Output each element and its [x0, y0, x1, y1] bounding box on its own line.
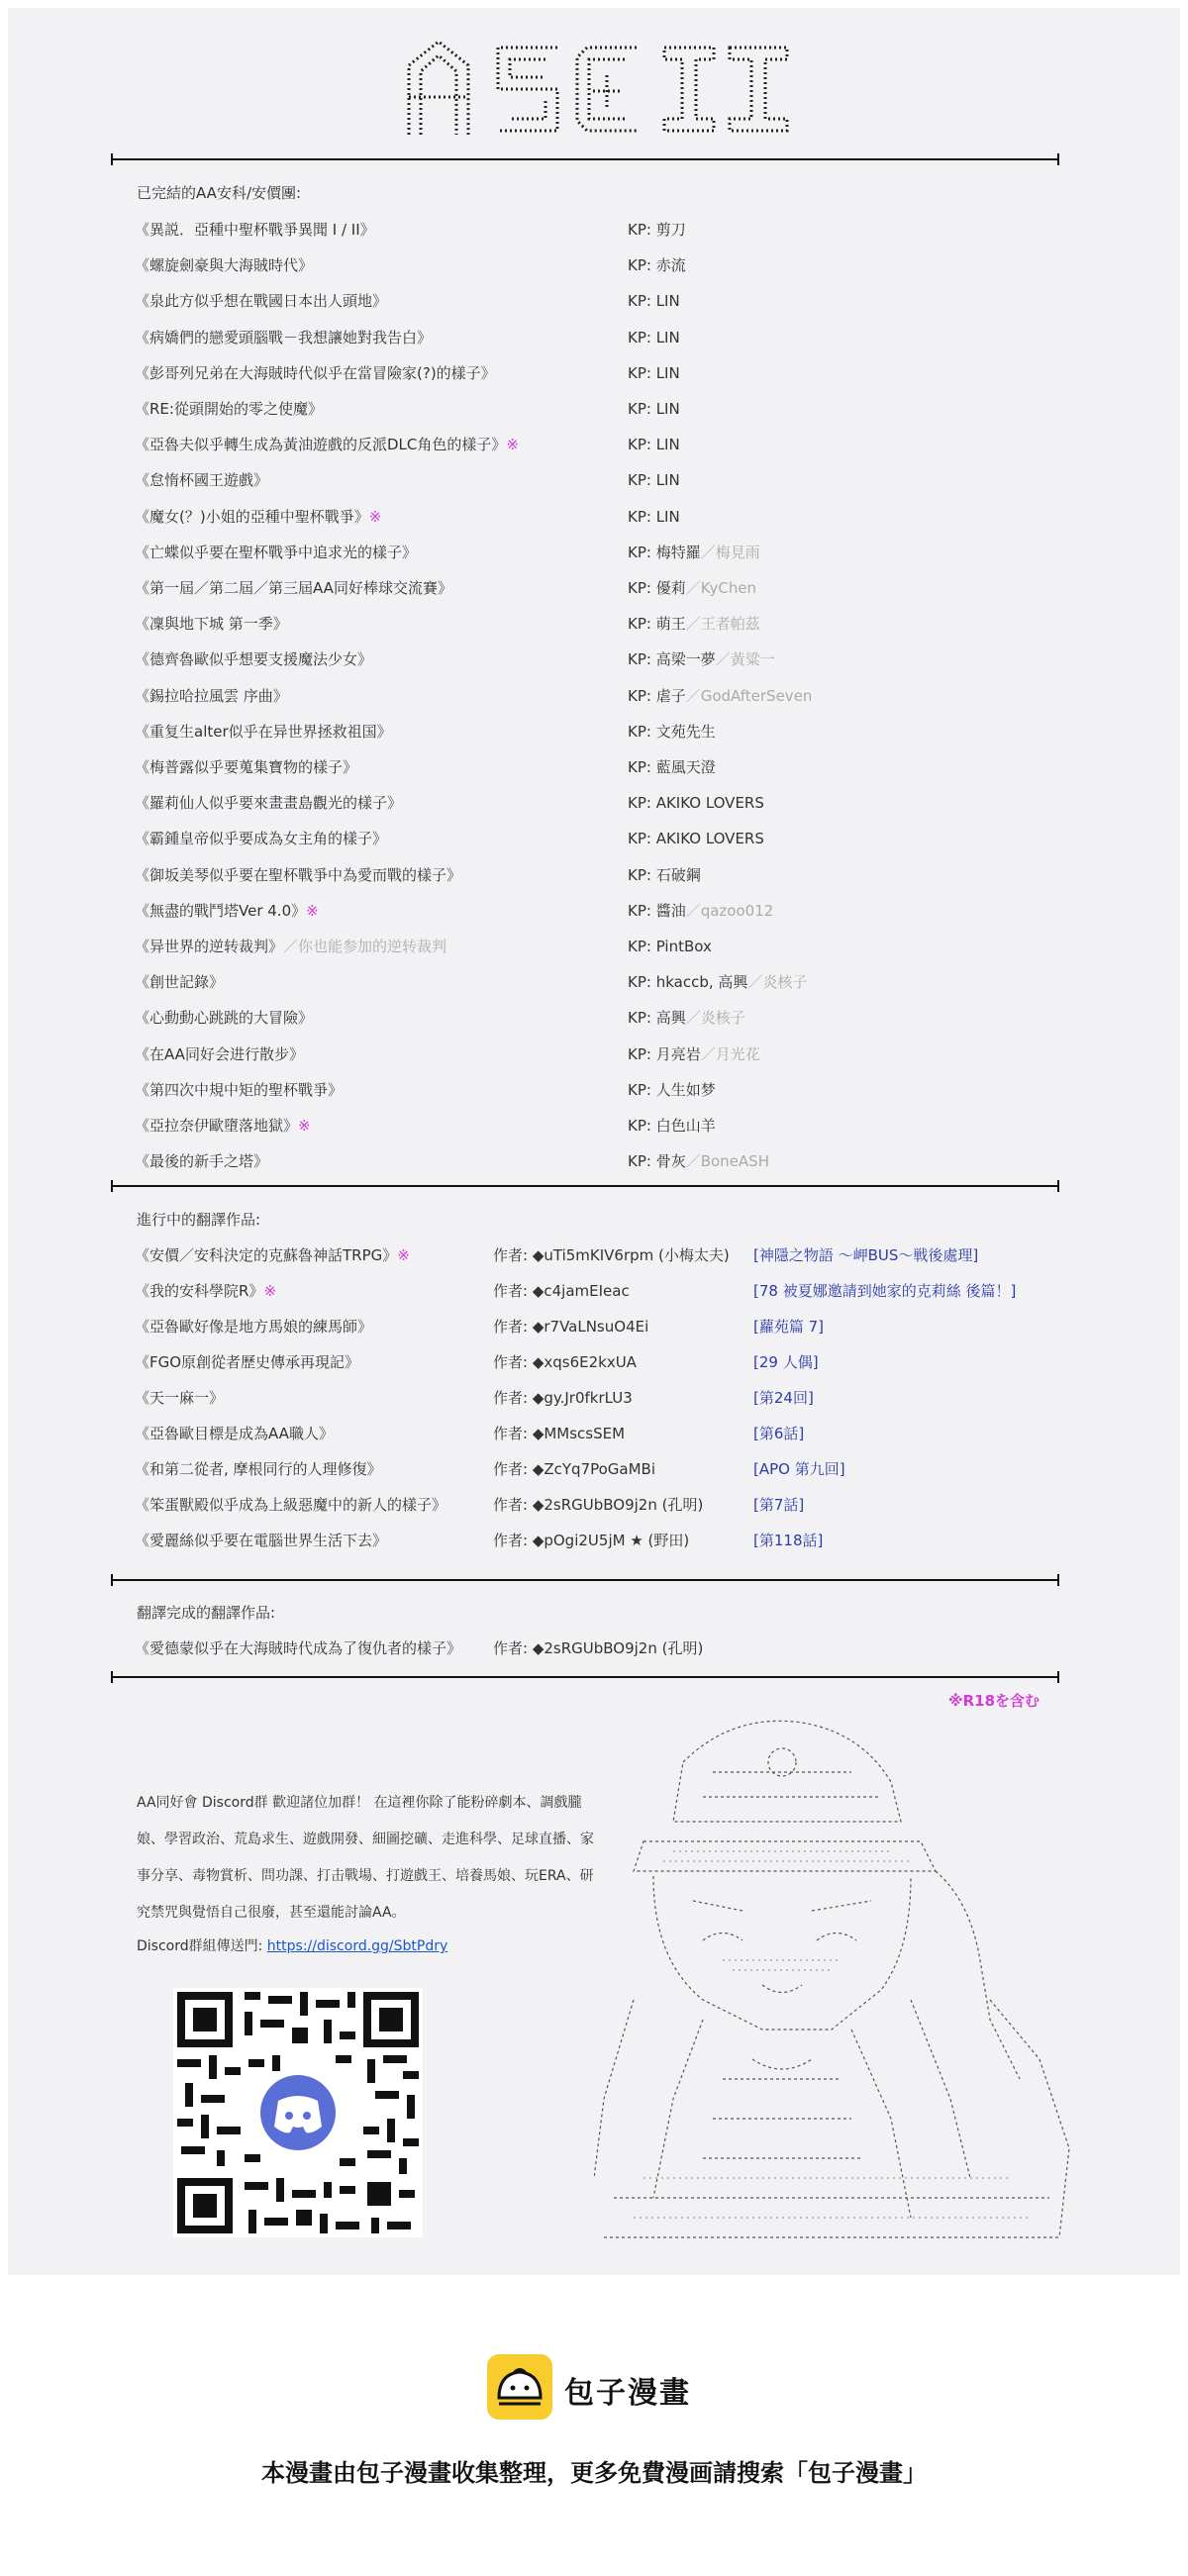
latest-chapter[interactable]: [蘿苑篇 7] [753, 1318, 825, 1336]
kp-name: KP: 月亮岩 [628, 1045, 701, 1063]
author-credit: 作者: ◆pOgi2U5jM ★ (野田) [493, 1532, 690, 1549]
ongoing-item[interactable] [135, 1454, 1085, 1484]
completed-item[interactable] [135, 644, 1085, 674]
kp-alias: ／炎核子 [747, 973, 808, 991]
work-title [135, 215, 375, 245]
work-title [135, 1347, 359, 1377]
kp-name: KP: LIN [628, 436, 680, 453]
work-title [135, 1075, 343, 1105]
work-title-text: 《愛麗絲似乎要在電腦世界生活下去》 [135, 1532, 388, 1549]
work-title-text: 《怠惰杯國王遊戲》 [135, 471, 269, 489]
work-title [135, 1312, 372, 1341]
author-credit: 作者: ◆xqs6E2kxUA [493, 1353, 637, 1371]
r18-mark: ※ [397, 1246, 410, 1264]
work-title-text: 《御坂美琴似乎要在聖杯戰爭中為愛而戰的樣子》 [135, 866, 462, 884]
work-title-text: 《第四次中規中矩的聖杯戰爭》 [135, 1081, 344, 1099]
latest-chapter[interactable]: [78 被夏娜邀請到她家的克莉絲 後篇！] [753, 1282, 1017, 1300]
work-title [135, 824, 387, 853]
latest-chapter[interactable]: [第24回] [753, 1389, 814, 1407]
work-title-text: 《异世界的逆转裁判》 [135, 938, 284, 955]
ongoing-item[interactable] [135, 1490, 1085, 1520]
ongoing-item[interactable] [135, 1240, 1085, 1270]
ongoing-item[interactable] [135, 1312, 1085, 1341]
completed-item[interactable] [135, 358, 1085, 388]
ongoing-item[interactable] [135, 1419, 1085, 1448]
kp-credit [628, 967, 807, 997]
finished-heading: 翻譯完成的翻譯作品: [137, 1604, 276, 1622]
work-title [135, 430, 519, 459]
kp-name: KP: 石破鋼 [628, 866, 701, 884]
kp-credit [628, 717, 716, 746]
kp-credit [628, 788, 764, 818]
kp-credit [628, 824, 764, 853]
kp-name: KP: 骨灰 [628, 1152, 686, 1170]
kp-name: KP: AKIKO LOVERS [628, 794, 764, 812]
kp-credit [628, 860, 701, 890]
ongoing-item[interactable] [135, 1526, 1085, 1555]
divider-bottom [111, 1676, 1059, 1678]
work-title [135, 286, 387, 316]
completed-item[interactable] [135, 824, 1085, 853]
work-title [135, 860, 461, 890]
baozi-logo-icon [485, 2352, 554, 2422]
author-credit: 作者: ◆2sRGUbBO9j2n (孔明) [493, 1639, 704, 1657]
kp-name: KP: 剪刀 [628, 221, 686, 239]
work-title [135, 896, 319, 926]
work-title-text: 《在AA同好会进行散步》 [135, 1045, 304, 1063]
kp-alias: ／王者帕茲 [685, 615, 760, 633]
kp-credit [628, 215, 686, 245]
kp-name: KP: 赤流 [628, 256, 686, 274]
work-title [135, 1003, 313, 1033]
kp-credit [628, 752, 716, 782]
r18-mark: ※ [306, 902, 319, 920]
work-title-text: 《心動動心跳跳的大冒險》 [135, 1009, 314, 1027]
completed-item[interactable] [135, 1111, 1085, 1140]
kp-name: KP: AKIKO LOVERS [628, 830, 764, 847]
completed-item[interactable] [135, 752, 1085, 782]
kp-credit [628, 1075, 716, 1105]
kp-credit [628, 681, 812, 711]
work-title-text: 《天一麻一》 [135, 1389, 225, 1407]
footer-notice: 本漫畫由包子漫畫收集整理，更多免費漫画請搜索「包子漫畫」 [261, 2459, 927, 2487]
work-title [135, 394, 323, 424]
kp-credit [628, 644, 775, 674]
kp-credit [628, 430, 680, 459]
work-title-text: 《螺旋劍豪與大海賊時代》 [135, 256, 314, 274]
completed-item[interactable] [135, 430, 1085, 459]
work-title [135, 932, 446, 961]
work-title-text: 《和第二從者, 摩根同行的人理修復》 [135, 1460, 382, 1478]
author-credit: 作者: ◆2sRGUbBO9j2n (孔明) [493, 1496, 704, 1514]
work-title-text: 《無盡的戰鬥塔Ver 4.0》 [135, 902, 307, 920]
latest-chapter[interactable]: [APO 第九回] [753, 1460, 845, 1478]
author-credit: 作者: ◆r7VaLNsuO4Ei [493, 1318, 649, 1336]
work-title-text: 《第一屆／第二屆／第三屆AA同好棒球交流賽》 [135, 579, 452, 597]
completed-item[interactable] [135, 896, 1085, 926]
work-title [135, 250, 313, 280]
latest-chapter[interactable]: [第118話] [753, 1532, 824, 1549]
r18-mark: ※ [368, 508, 382, 526]
work-title-text: 《梅普露似乎要蒐集寶物的樣子》 [135, 758, 358, 776]
work-title: 《愛德蒙似乎在大海賊時代成為了復仇者的樣子》 [135, 1639, 462, 1657]
work-title-alt: ／你也能参加的逆转裁判 [283, 938, 447, 955]
completed-item[interactable] [135, 1075, 1085, 1105]
completed-item[interactable] [135, 286, 1085, 316]
work-title-text: 《泉此方似乎想在戰國日本出人頭地》 [135, 292, 388, 310]
ascii-title-art [399, 36, 795, 139]
work-title-text: 《亞魯夫似乎轉生成為黃油遊戲的反派DLC角色的樣子》 [135, 436, 507, 453]
finished-item[interactable] [135, 1634, 1085, 1663]
kp-name: KP: 高梁一夢 [628, 650, 716, 668]
work-title [135, 967, 224, 997]
work-title [135, 1240, 410, 1270]
r18-mark: ※ [298, 1117, 311, 1135]
kp-name: KP: 梅特羅 [628, 544, 701, 561]
work-title [135, 1490, 446, 1520]
kp-credit [628, 1040, 760, 1069]
kp-credit [628, 323, 680, 352]
kp-name: KP: hkaccb, 高興 [628, 973, 748, 991]
kp-name: KP: 優莉 [628, 579, 686, 597]
discord-link[interactable]: https://discord.gg/SbtPdry [266, 1938, 448, 1954]
work-title-text: 《FGO原創從者歷史傳承再現記》 [135, 1353, 360, 1371]
completed-item[interactable] [135, 1003, 1085, 1033]
work-title-text: 《重复生alter似乎在异世界拯救祖国》 [135, 723, 392, 741]
work-title-text: 《霸鍾皇帝似乎要成為女主角的樣子》 [135, 830, 388, 847]
kp-credit [628, 1146, 769, 1176]
kp-name: KP: 人生如梦 [628, 1081, 716, 1099]
baozi-brand[interactable] [485, 2352, 709, 2424]
work-title [135, 644, 372, 674]
r18-note: ※R18を含む [948, 1692, 1040, 1710]
ongoing-item[interactable] [135, 1276, 1085, 1306]
work-title-text: 《魔女(？)小姐的亞種中聖杯戰爭》 [135, 508, 369, 526]
work-title-text: 《笨蛋獸殿似乎成為上級惡魔中的新人的樣子》 [135, 1496, 447, 1514]
latest-chapter[interactable]: [神隱之物語 ～岬BUS～戦後處理] [753, 1246, 979, 1264]
work-title-text: 《亞拉奈伊歐墮落地獄》 [135, 1117, 299, 1135]
work-title [135, 1526, 387, 1555]
work-title [135, 609, 288, 639]
kp-credit [628, 1111, 716, 1140]
baozi-brand-name: 包子漫畫 [564, 2376, 691, 2411]
divider-ongoing [111, 1185, 1059, 1187]
kp-name: KP: LIN [628, 400, 680, 418]
work-title-text: 《異説．亞種中聖杯戰爭異聞 I / II》 [135, 221, 375, 239]
divider-top [111, 158, 1059, 160]
r18-mark: ※ [263, 1282, 277, 1300]
work-title-text: 《最後的新手之塔》 [135, 1152, 269, 1170]
ongoing-item[interactable] [135, 1347, 1085, 1377]
completed-item[interactable] [135, 215, 1085, 245]
work-title-text: 《病嬌們的戀愛頭腦戰－我想讓她對我告白》 [135, 329, 433, 347]
work-title [135, 681, 288, 711]
kp-credit [628, 358, 680, 388]
latest-chapter[interactable]: [29 人偶] [753, 1353, 819, 1371]
kp-name: KP: 白色山羊 [628, 1117, 716, 1135]
work-title-text: 《德齊魯歐似乎想要支援魔法少女》 [135, 650, 373, 668]
ongoing-item[interactable] [135, 1383, 1085, 1413]
kp-name: KP: 文苑先生 [628, 723, 716, 741]
kp-alias: ／qazoo012 [685, 902, 774, 920]
kp-name: KP: 醬油 [628, 902, 686, 920]
work-title [135, 502, 381, 532]
author-credit: 作者: ◆MMscsSEM [493, 1425, 626, 1442]
author-credit: 作者: ◆c4jamEIeac [493, 1282, 630, 1300]
completed-item[interactable] [135, 394, 1085, 424]
r18-mark: ※ [506, 436, 519, 453]
kp-name: KP: LIN [628, 471, 680, 489]
work-title [135, 1383, 224, 1413]
divider-finished [111, 1579, 1059, 1581]
kp-alias: ／月光花 [700, 1045, 760, 1063]
work-title [135, 1111, 311, 1140]
work-title-text: 《羅莉仙人似乎要來畫畫島觀光的樣子》 [135, 794, 403, 812]
completed-item[interactable] [135, 717, 1085, 746]
discord-invite-text: AA同好會 Discord群 歡迎諸位加群！ 在這裡你除了能粉碎劇本、調戲朧娘、學習政治、荒島求生、遊戲開發、細圖挖礦、走進科學、足球直播、家事分享、毒物賞析、問功課、打击戰場、打遊戲王、培養馬娘、玩ERA、研究禁咒與覺悟自己很廢，甚至還能討論AA。 [137, 1795, 594, 1921]
kp-name: KP: LIN [628, 329, 680, 347]
kp-alias: ／黃粱一 [715, 650, 775, 668]
completed-item[interactable] [135, 860, 1085, 890]
kp-credit [628, 932, 712, 961]
kp-alias: ／BoneASH [685, 1152, 769, 1170]
kp-credit [628, 286, 680, 316]
work-title-text: 《凜與地下城 第一季》 [135, 615, 288, 633]
kp-credit [628, 465, 680, 495]
work-title-text: 《創世記錄》 [135, 973, 225, 991]
author-credit: 作者: ◆uTi5mKIV6rpm (小梅太夫) [493, 1246, 730, 1264]
completed-item[interactable] [135, 538, 1085, 567]
kp-credit [628, 609, 760, 639]
kp-name: KP: LIN [628, 292, 680, 310]
author-credit: 作者: ◆ZcYq7PoGaMBi [493, 1460, 656, 1478]
completed-item[interactable] [135, 1040, 1085, 1069]
author-credit: 作者: ◆gy.Jr0fkrLU3 [493, 1389, 633, 1407]
work-title-text: 《彭哥列兄弟在大海賊時代似乎在當冒險家(?)的樣子》 [135, 364, 496, 382]
work-title-text: 《安價／安科決定的克蘇魯神話TRPG》 [135, 1246, 398, 1264]
work-title [135, 1419, 334, 1448]
discord-qr-code[interactable] [173, 1988, 423, 2237]
completed-heading: 已完結的AA安科/安價團: [137, 184, 302, 202]
kp-credit [628, 1003, 745, 1033]
work-title-text: 《錫拉哈拉風雲 序曲》 [135, 687, 288, 705]
completed-item[interactable] [135, 323, 1085, 352]
completed-item[interactable] [135, 681, 1085, 711]
ongoing-heading: 進行中的翻譯作品: [137, 1211, 261, 1229]
kp-alias: ／炎核子 [685, 1009, 745, 1027]
completed-item[interactable] [135, 250, 1085, 280]
kp-alias: ／梅見雨 [700, 544, 760, 561]
completed-item[interactable] [135, 967, 1085, 997]
work-title [135, 573, 452, 603]
work-title [135, 717, 392, 746]
kp-credit [628, 250, 686, 280]
work-title [135, 538, 417, 567]
kp-name: KP: LIN [628, 364, 680, 382]
work-title-text: 《亞魯歐目標是成為AA職人》 [135, 1425, 334, 1442]
kp-name: KP: PintBox [628, 938, 712, 955]
work-title [135, 1040, 304, 1069]
work-title [135, 1146, 268, 1176]
completed-item[interactable] [135, 788, 1085, 818]
kp-alias: ／GodAfterSeven [685, 687, 813, 705]
latest-chapter[interactable]: [第7話] [753, 1496, 805, 1514]
work-title [135, 323, 432, 352]
completed-item[interactable] [135, 932, 1085, 961]
kp-name: KP: 藍風天澄 [628, 758, 716, 776]
kp-name: KP: LIN [628, 508, 680, 526]
kp-credit [628, 896, 773, 926]
kp-credit [628, 573, 756, 603]
discord-link-label: Discord群組傳送門: [137, 1938, 263, 1954]
work-title [135, 358, 496, 388]
kp-credit [628, 394, 680, 424]
kp-name: KP: 高興 [628, 1009, 686, 1027]
kp-name: KP: 萌王 [628, 615, 686, 633]
discord-link-line [137, 1935, 447, 1955]
work-title [135, 1454, 382, 1484]
work-title [135, 1276, 276, 1306]
kp-credit [628, 538, 760, 567]
work-title-text: 《亞魯歐好像是地方馬娘的練馬師》 [135, 1318, 373, 1336]
work-title-text: 《亡蝶似乎要在聖杯戰爭中追求光的樣子》 [135, 544, 418, 561]
completed-item[interactable] [135, 502, 1085, 532]
work-title [135, 752, 357, 782]
work-title [135, 788, 402, 818]
completed-item[interactable] [135, 609, 1085, 639]
ascii-art-character [594, 1703, 1079, 2257]
completed-item[interactable] [135, 573, 1085, 603]
completed-item[interactable] [135, 1146, 1085, 1176]
kp-name: KP: 虐子 [628, 687, 686, 705]
work-title-text: 《我的安科學院R》 [135, 1282, 264, 1300]
kp-credit [628, 502, 680, 532]
latest-chapter[interactable]: [第6話] [753, 1425, 805, 1442]
completed-item[interactable] [135, 465, 1085, 495]
work-title-text: 《RE:從頭開始的零之使魔》 [135, 400, 323, 418]
kp-alias: ／KyChen [685, 579, 757, 597]
work-title [135, 465, 268, 495]
